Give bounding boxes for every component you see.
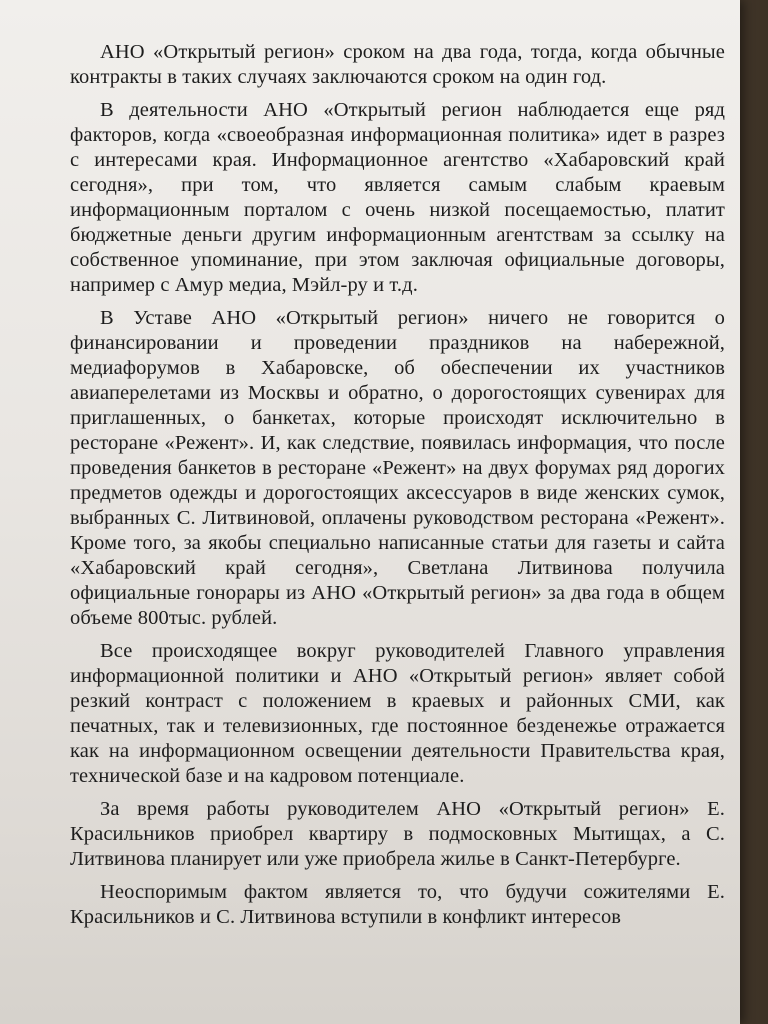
paragraph-3: В Уставе АНО «Открытый регион» ничего не говорится о финансировании и проведении праздников на набережной, медиафорумов в Хабаровске, об обеспечении их участников авиаперелетами из Москвы и обратно, о дорогостоящих сувенирах для приглашенных, о банкетах, которые происходят исключительно в ресторане «Режент». И, как следствие, появилась информация, что после проведения банкетов в ресторане «Режент» на двух форумах ряд дорогих предметов одежды и дорогостоящих аксессуаров в виде женских сумок, выбранных С. Литвиновой, оплачены руководством ресторана «Режент». Кроме того, за якобы специально написанные статьи для газеты и сайта «Хабаровский край сегодня», Светлана Литвинова получила официальные гонорары из АНО «Открытый регион» за два года в общем объеме 800тыс. рублей.	[70, 307, 725, 629]
paragraph-4: Все происходящее вокруг руководителей Главного управления информационной политики и АНО «Открытый регион» являет собой резкий контраст с положением в краевых и районных СМИ, как печатных, так и телевизионных, где постоянное безденежье отражается как на информационном освещении деятельности Правительства края, технической базе и на кадровом потенциале.	[70, 640, 725, 787]
document-body	[70, 40, 725, 938]
paragraph-1: АНО «Открытый регион» сроком на два года, тогда, когда обычные контракты в таких случаях заключаются сроком на один год.	[70, 41, 725, 88]
paragraph-6: Неоспоримым фактом является то, что будучи сожителями Е. Красильников и С. Литвинова вступили в конфликт интересов	[70, 881, 725, 928]
paragraph-2: В деятельности АНО «Открытый регион наблюдается еще ряд факторов, когда «своеобразная информационная политика» идет в разрез с интересами края. Информационное агентство «Хабаровский край сегодня», при том, что является самым слабым краевым информационным порталом с очень низкой посещаемостью, платит бюджетные деньги другим информационным агентствам за ссылку на собственное упоминание, при этом заключая официальные договоры, например с Амур медиа, Мэйл-ру и т.д.	[70, 99, 725, 296]
paragraph-5: За время работы руководителем АНО «Открытый регион» Е. Красильников приобрел квартиру в подмосковных Мытищах, а С. Литвинова планирует или уже приобрела жилье в Санкт-Петербурге.	[70, 798, 725, 870]
